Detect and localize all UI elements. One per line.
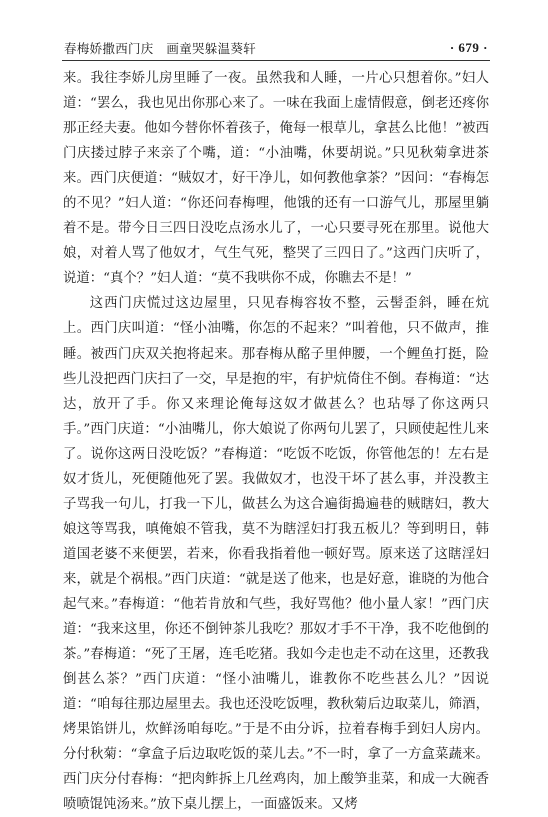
paragraph: 来。我往李娇儿房里睡了一夜。虽然我和人睡，一片心只想着你。”妇人道：“罢么，我也见出你那心来了。一味在我面上虚情假意，倒老还疼你那正经夫妻。他如今替你怀着孩子，俺每一根草儿，拿甚么比他！”被西门庆搂过脖子来亲了个嘴，道：“小油嘴，休要胡说。”只见秋菊拿进茶来。西门庆便道：“贼奴才，好干净儿，如何教他拿茶？”因问：“春梅怎的不见？”妇人道：“你还问春梅哩，他饿的还有一口游气儿，那屋里躺着不是。带今日三四日没吃点汤水儿了，一心只要寻死在那里。说他大娘，对着人骂了他奴才，气生气死，整哭了三四日了。”这西门庆听了，说道：“真个？”妇人道：“莫不我哄你不成，你瞧去不是！” bbox=[63, 71, 489, 287]
page-number: · 679 · bbox=[449, 40, 488, 55]
chapter-title: 春梅娇撒西门庆 画童哭躲温葵轩 bbox=[64, 41, 257, 56]
body-text bbox=[63, 66, 489, 817]
running-head bbox=[64, 38, 488, 58]
paragraph: 这西门庆慌过这边屋里，只见春梅容妆不整，云髻歪斜，睡在炕上。西门庆叫道：“怪小油嘴，你怎的不起来？”叫着他，只不做声，推睡。被西门庆双关抱将起来。那春梅从酩子里伸腰，一个鲤鱼打挺，险些儿没把西门庆扫了一交，早是抱的牢，有护炕倚住不倒。春梅道：“达达，放开了手。你又来理论俺每这奴才做甚么？也玷辱了你这两只手。”西门庆道：“小油嘴儿，你大娘说了你两句儿罢了，只顾使起性儿来了。说你这两日没吃饭？”春梅道：“吃饭不吃饭，你管他怎的！左右是奴才货儿，死便随他死了罢。我做奴才，也没干坏了甚么事，并没教主子骂我一句儿，打我一下儿，做甚么为这合遍街搗遍巷的贼瞎妇，教大娘这等骂我，嗔俺娘不管我，莫不为瞎淫妇打我五板儿？等到明日，韩道国老婆不来便罢，若来，你看我指着他一顿好骂。原来送了这瞎淫妇来，就是个祸根。”西门庆道：“就是送了他来，也是好意，谁晓的为他合起气来。”春梅道：“他若肯放和气些，我好骂他？他小量人家！”西门庆道：“我来这里，你还不倒钟茶儿我吃？那奴才手不干净，我不吃他倒的茶。”春梅道：“死了王屠，连毛吃猪。我如今走也走不动在这里，还教我倒甚么茶？”西门庆道：“怪小油嘴儿，谁教你不吃些甚么儿？”因说道：“咱每往那边屋里去。我也还没吃饭哩，教秋菊后边取菜儿，筛酒，烤果馅饼儿，炊鲜汤咱每吃。”于是不由分诉，拉着春梅手到妇人房内。分付秋菊：“拿盒子后边取吃饭的菜儿去。”不一时，拿了一方盒菜蔬来。西门庆分付春梅：“把肉鲊拆上几丝鸡肉，加上酸笋韭菜，和成一大碗香喷喷馄饨汤来。”放下桌儿摆上，一面盛饭来。又烤 bbox=[63, 296, 489, 813]
header-rule bbox=[62, 60, 490, 61]
